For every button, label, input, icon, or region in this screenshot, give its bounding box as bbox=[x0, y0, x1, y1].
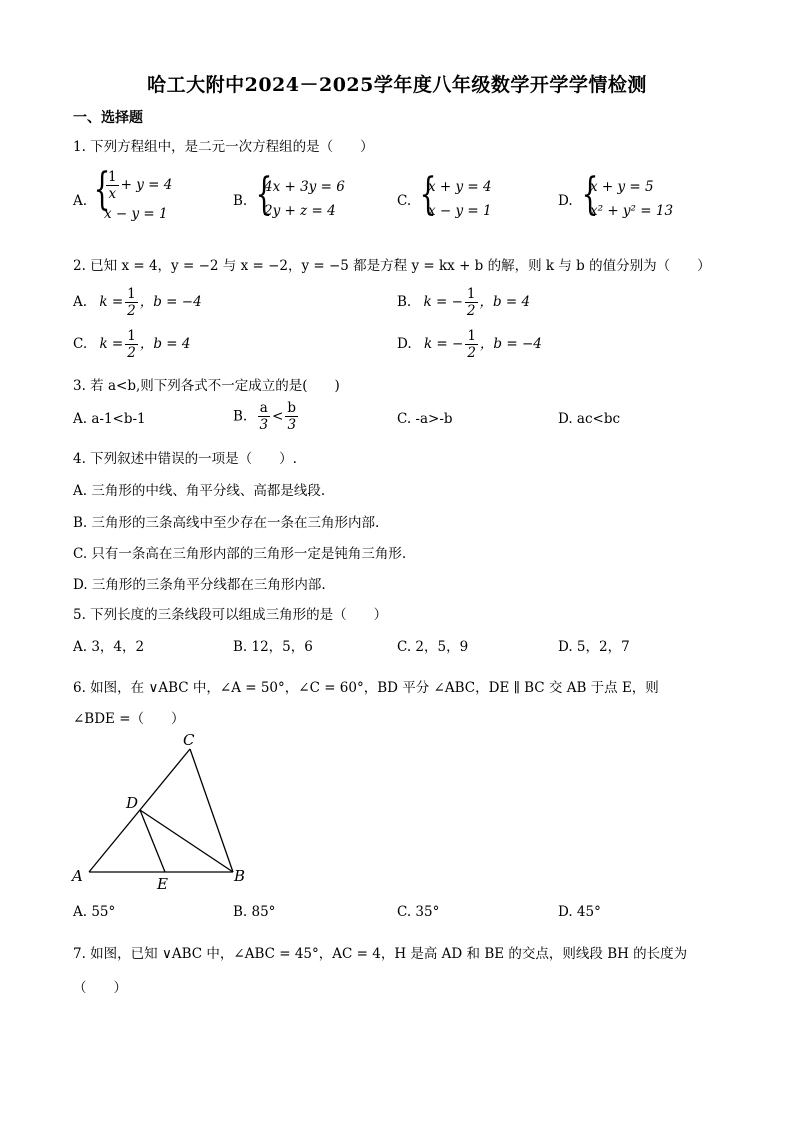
label-e: E bbox=[157, 875, 168, 893]
math-text: k = bbox=[99, 294, 124, 310]
label-d: D bbox=[126, 794, 139, 812]
question-6-stem-line1: 6. 如图，在 ∨ABC 中，∠A = 50°，∠C = 60°，BD 平分 ∠ABC，DE ∥ BC 交 AB 于点 E，则 bbox=[73, 680, 659, 696]
segment-cb bbox=[190, 749, 233, 872]
question-7-stem-line2: （ ） bbox=[73, 980, 127, 996]
q4-option-d[interactable]: D. 三角形的三条角平分线都在三角形内部. bbox=[73, 577, 326, 593]
left-brace-icon: { bbox=[93, 164, 111, 215]
fraction-numerator: 1 bbox=[466, 286, 476, 302]
equation-text: x + y = 4 bbox=[428, 179, 492, 195]
fraction-denominator: 2 bbox=[127, 345, 136, 361]
equation-text: 4x + 3y = 6 bbox=[264, 179, 345, 195]
q1-option-c-label: C. bbox=[397, 193, 412, 209]
question-7-stem-line1: 7. 如图，已知 ∨ABC 中，∠ABC = 45°，AC = 4，H 是高 AD 和 BE 的交点，则线段 BH 的长度为 bbox=[73, 946, 688, 962]
page-title: 哈工大附中2024－2025学年度八年级数学开学学情检测 bbox=[147, 74, 647, 96]
option-label: D. bbox=[397, 336, 412, 352]
q2-option-a[interactable] bbox=[73, 286, 202, 319]
fraction-denominator: 2 bbox=[467, 345, 476, 361]
question-4-stem: 4. 下列叙述中错误的一项是（ ）. bbox=[73, 451, 297, 467]
fraction-denominator: 3 bbox=[259, 417, 269, 433]
q2-option-c[interactable] bbox=[73, 328, 190, 361]
fraction-denominator: 2 bbox=[127, 303, 136, 319]
q6-option-c[interactable]: C. 35° bbox=[397, 904, 440, 920]
q4-option-b[interactable]: B. 三角形的三条高线中至少存在一条在三角形内部. bbox=[73, 515, 380, 531]
fraction-numerator: 1 bbox=[108, 169, 117, 185]
fraction-numerator: b bbox=[287, 400, 297, 416]
option-label: B. bbox=[397, 294, 412, 310]
q4-option-a[interactable]: A. 三角形的中线、角平分线、高都是线段. bbox=[73, 483, 326, 499]
left-brace-icon: { bbox=[255, 169, 273, 220]
q5-option-d[interactable]: D. 5，2，7 bbox=[558, 639, 630, 655]
question-6-stem-line2: ∠BDE =（ ） bbox=[73, 711, 185, 727]
q5-option-a[interactable]: A. 3，4，2 bbox=[73, 639, 145, 655]
q1-option-d-label: D. bbox=[558, 193, 573, 209]
less-than-sign: < bbox=[272, 408, 284, 425]
q6-option-a[interactable]: A. 55° bbox=[73, 904, 116, 920]
fraction-denominator: 2 bbox=[466, 303, 476, 319]
q5-option-c[interactable]: C. 2，5，9 bbox=[397, 639, 469, 655]
q6-option-b[interactable]: B. 85° bbox=[233, 904, 276, 920]
math-text: k = − bbox=[423, 336, 464, 352]
label-c: C bbox=[183, 731, 195, 749]
equation-text: x² + y² = 13 bbox=[590, 203, 674, 219]
q2-option-b[interactable] bbox=[397, 286, 530, 319]
equation-text: x + y = 5 bbox=[590, 179, 654, 195]
segment-de bbox=[140, 810, 165, 872]
q3-option-c[interactable]: C. -a>-b bbox=[397, 411, 453, 427]
question-1-stem: 1. 下列方程组中，是二元一次方程组的是（ ） bbox=[73, 139, 374, 155]
option-label: A. bbox=[73, 294, 88, 310]
q2-option-d[interactable] bbox=[397, 328, 542, 361]
fraction-numerator: 1 bbox=[127, 328, 136, 344]
option-label: B. bbox=[233, 408, 248, 425]
fraction-denominator: 3 bbox=[287, 417, 297, 433]
left-brace-icon: { bbox=[581, 169, 599, 220]
math-text: k = bbox=[99, 336, 124, 352]
segment-ac bbox=[89, 749, 190, 872]
q3-option-a[interactable]: A. a-1<b-1 bbox=[73, 411, 146, 427]
question-5-stem: 5. 下列长度的三条线段可以组成三角形的是（ ） bbox=[73, 607, 388, 623]
q4-option-c[interactable]: C. 只有一条高在三角形内部的三角形一定是钝角三角形. bbox=[73, 546, 407, 562]
equation-text: x − y = 1 bbox=[428, 203, 492, 219]
question-3-stem: 3. 若 a<b,则下列各式不一定成立的是( ) bbox=[73, 378, 340, 394]
option-label: C. bbox=[73, 336, 88, 352]
fraction-numerator: 1 bbox=[467, 328, 476, 344]
q6-option-d[interactable]: D. 45° bbox=[558, 904, 601, 920]
segment-bd bbox=[140, 810, 233, 872]
section-heading: 一、选择题 bbox=[73, 110, 143, 126]
math-text: ，b = 4 bbox=[139, 336, 191, 352]
q3-option-b[interactable] bbox=[233, 400, 300, 433]
left-brace-icon: { bbox=[419, 169, 437, 220]
question-2-stem: 2. 已知 x = 4，y = −2 与 x = −2，y = −5 都是方程 y = kx + b 的解，则 k 与 b 的值分别为（ ） bbox=[73, 258, 711, 274]
q5-option-b[interactable]: B. 12，5，6 bbox=[233, 639, 313, 655]
math-text: ，b = 4 bbox=[479, 294, 531, 310]
triangle-figure bbox=[60, 725, 260, 895]
label-b: B bbox=[234, 867, 246, 885]
math-text: ，b = −4 bbox=[139, 294, 202, 310]
fraction-numerator: a bbox=[259, 400, 268, 416]
math-text: k = − bbox=[423, 294, 463, 310]
equation-text: 2y + z = 4 bbox=[264, 203, 336, 219]
fraction-numerator: 1 bbox=[127, 286, 136, 302]
q3-option-d[interactable]: D. ac<bc bbox=[558, 411, 621, 427]
math-text: ，b = −4 bbox=[479, 336, 542, 352]
equation-text: + y = 4 bbox=[120, 177, 173, 193]
equation-text: x − y = 1 bbox=[104, 206, 168, 222]
fraction-denominator: x bbox=[108, 186, 117, 202]
label-a: A bbox=[72, 867, 83, 885]
q1-option-a-label: A. bbox=[73, 193, 88, 209]
q1-option-b-label: B. bbox=[233, 193, 248, 209]
